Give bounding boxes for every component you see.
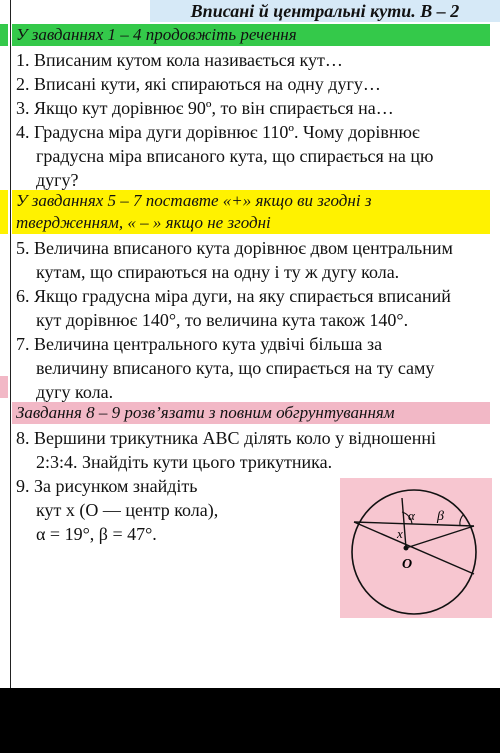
question-3: 3. Якщо кут дорівнює 90º, то він спирається на… [16,98,394,118]
center-point [404,546,409,551]
question-9-line-1: 9. За рисунком знайдіть [16,476,198,496]
section-header-yellow-line-1: У завданнях 5 – 7 поставте «+» якщо ви згодні з [16,191,372,210]
question-2: 2. Вписані кути, які спираються на одну дугу… [16,74,381,94]
section-header-green: У завданнях 1 – 4 продовжіть речення [12,24,490,46]
center-label: O [402,557,413,572]
beta-label: β [437,509,444,524]
question-7-line-3: дугу кола. [36,382,114,402]
page-title: Вписані й центральні кути. В – 2 [150,0,500,22]
section-header-yellow [12,190,490,234]
question-9-line-3: α = 19°, β = 47°. [36,524,157,544]
pink-margin-mark [0,376,8,398]
circle-diagram-svg [340,478,492,618]
question-5 [16,236,494,284]
question-1: 1. Вписаним кутом кола називається кут… [16,50,343,70]
yellow-margin-mark [0,190,8,234]
radius-to-chord [406,526,474,548]
question-8-line-1: 8. Вершини трикутника ABC ділять коло у відношенні [16,428,437,448]
green-margin-mark [0,24,8,46]
question-4-line-3: дугу? [36,170,79,190]
chord-diagonal [354,522,474,574]
section-header-yellow-line-2: твердженням, « – » якщо не згодні [16,213,271,232]
section-header-pink: Завдання 8 – 9 розв’язати з повним обгрунтуванням [12,402,490,424]
circle-diagram [340,478,492,618]
question-9-line-2: кут x (О — центр кола), [36,500,219,520]
left-margin-line [0,0,11,688]
alpha-label: α [408,508,415,523]
question-8 [16,426,494,474]
question-6-line-1: 6. Якщо градусна міра дуги, на яку спирається вписаний [16,286,451,306]
question-8-line-2: 2:3:4. Знайдіть кути цього трикутника. [36,452,333,472]
question-4-line-2: градусна міра вписаного кута, що спирається на цю [36,146,434,166]
question-7-line-2: величину вписаного кута, що спирається на ту саму [36,358,435,378]
question-4 [16,120,494,192]
question-7 [16,332,494,404]
question-6-line-2: кут дорівнює 140°, то величина кута також 140°. [36,310,409,330]
question-4-line-1: 4. Градусна міра дуги дорівнює 110º. Чому дорівнює [16,122,420,142]
question-7-line-1: 7. Величина центрального кута удвічі більша за [16,334,383,354]
x-label: x [397,526,403,541]
bottom-black-bar [0,688,500,753]
question-5-line-1: 5. Величина вписаного кута дорівнює двом центральним [16,238,453,258]
question-5-line-2: кутам, що спираються на одну і ту ж дугу кола. [36,262,400,282]
question-6 [16,284,494,332]
